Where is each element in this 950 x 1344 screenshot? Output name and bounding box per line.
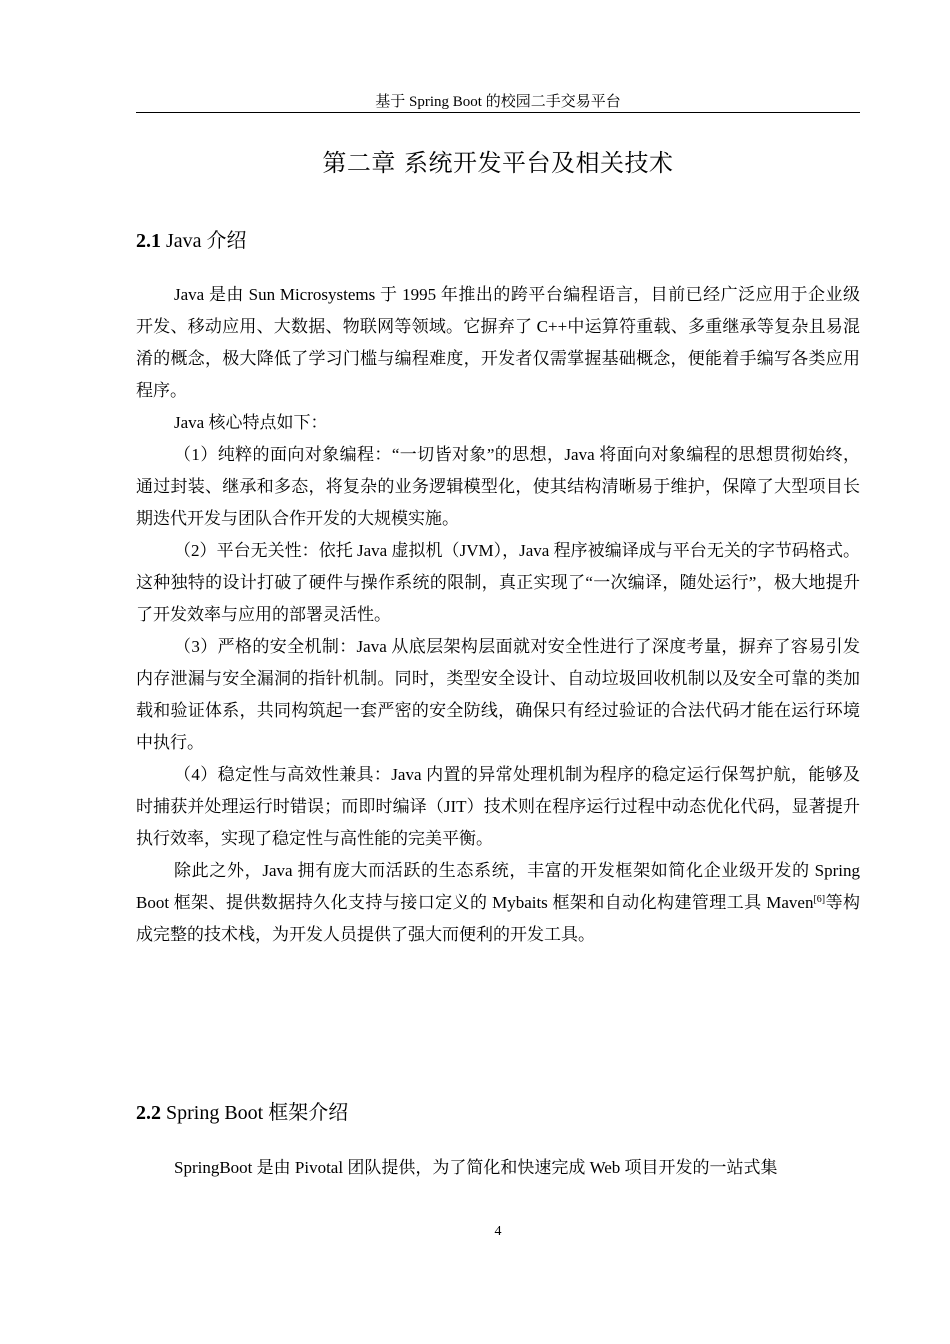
section-heading-2-2 — [136, 1099, 348, 1127]
paragraph: （2）平台无关性：依托 Java 虚拟机（JVM），Java 程序被编译成与平台无关的字节码格式。这种独特的设计打破了硬件与操作系统的限制，真正实现了“一次编译，随处运行”，极大地提升了开发效率与应用的部署灵活性。 — [136, 541, 860, 624]
chapter-title: 第二章 系统开发平台及相关技术 — [322, 149, 674, 177]
paragraph: Java 是由 Sun Microsystems 于 1995 年推出的跨平台编程语言，目前已经广泛应用于企业级开发、移动应用、大数据、物联网等领域。它摒弃了 C++中运算符重载、多重继承等复杂且易混淆的概念，极大降低了学习门槛与编程难度，开发者仅需掌握基础概念，便能着手编写各类应用程序。 — [136, 285, 860, 400]
paragraph: （1）纯粹的面向对象编程：“一切皆对象”的思想，Java 将面向对象编程的思想贯彻始终，通过封装、继承和多态，将复杂的业务逻辑模型化，使其结构清晰易于维护，保障了大型项目长期迭代开发与团队合作开发的大规模实施。 — [136, 445, 860, 528]
running-header: 基于 Spring Boot 的校园二手交易平台 — [375, 94, 621, 110]
paragraph: SpringBoot 是由 Pivotal 团队提供，为了简化和快速完成 Web 项目开发的一站式集 — [174, 1158, 778, 1177]
paragraph — [136, 855, 860, 951]
paragraph: （3）严格的安全机制：Java 从底层架构层面就对安全性进行了深度考量，摒弃了容易引发内存泄漏与安全漏洞的指针机制。同时，类型安全设计、自动垃圾回收机制以及安全可靠的类加载和验证体系，共同构筑起一套严密的安全防线，确保只有经过验证的合法代码才能在运行环境中执行。 — [136, 637, 860, 752]
section-heading-2-1 — [136, 227, 247, 255]
page-number: 4 — [494, 1224, 502, 1239]
paragraph-text: 除此之外，Java 拥有庞大而活跃的生态系统，丰富的开发框架如简化企业级开发的 Spring Boot 框架、提供数据持久化支持与接口定义的 Mybaits 框架和自动化构建管理工具 Maven — [136, 861, 860, 912]
paragraph: （4）稳定性与高效性兼具：Java 内置的异常处理机制为程序的稳定运行保驾护航，能够及时捕获并处理运行时错误；而即时编译（JIT）技术则在程序运行过程中动态优化代码，显著提升执行效率，实现了稳定性与高性能的完美平衡。 — [136, 765, 860, 848]
section-title: Java 介绍 — [161, 230, 247, 252]
section-number: 2.2 — [136, 1102, 161, 1124]
paragraph-text: 等构成完整的技术栈，为开发人员提供了强大而便利的开发工具。 — [136, 893, 860, 944]
section-2-1-body — [136, 279, 860, 951]
section-title: Spring Boot 框架介绍 — [161, 1102, 349, 1124]
paragraph: Java 核心特点如下： — [174, 413, 328, 432]
citation-reference[interactable]: [6] — [813, 894, 826, 905]
header-rule — [136, 112, 860, 113]
section-number: 2.1 — [136, 230, 161, 252]
section-2-2-body — [136, 1152, 860, 1184]
